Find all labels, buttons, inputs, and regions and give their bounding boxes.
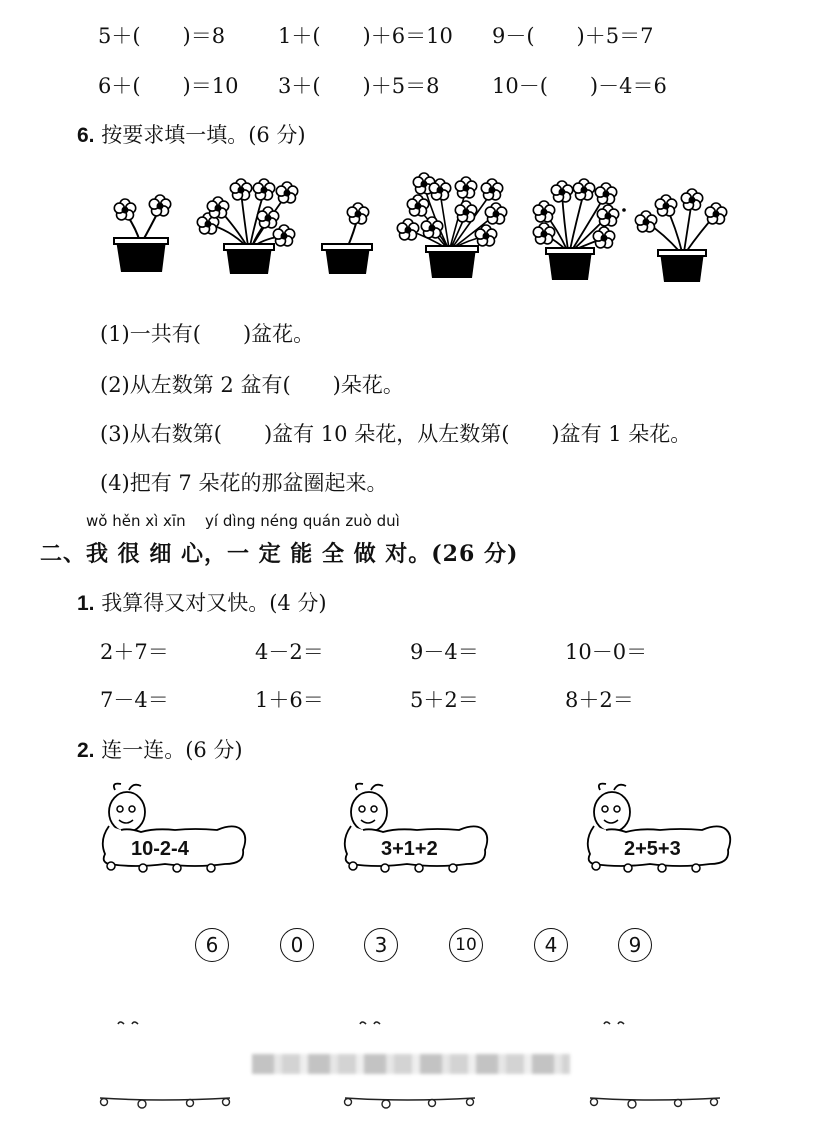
equation: 3＋( )＋5＝8 bbox=[278, 74, 440, 98]
question-text: 我算得又对又快。(4 分) bbox=[101, 591, 327, 615]
flower-pot-icon bbox=[322, 203, 372, 274]
arithmetic-item: 2＋7＝ bbox=[100, 640, 169, 664]
caterpillar-expression: 2+5+3 bbox=[624, 838, 681, 860]
answer-circle[interactable]: 3 bbox=[364, 928, 398, 962]
caterpillar-card[interactable] bbox=[337, 782, 497, 874]
caterpillar-card[interactable] bbox=[580, 782, 740, 874]
answer-circle[interactable]: 9 bbox=[618, 928, 652, 962]
question-1-title bbox=[77, 587, 327, 617]
caterpillar-expression: 10-2-4 bbox=[131, 838, 189, 860]
question-text: 连一连。(6 分) bbox=[101, 738, 243, 762]
flower-pots-illustration bbox=[0, 168, 821, 293]
question-number: 6. bbox=[77, 124, 95, 147]
sub-question: (3)从右数第( )盆有 10 朵花，从左数第( )盆有 1 朵花。 bbox=[100, 422, 692, 446]
answer-circle[interactable]: 6 bbox=[195, 928, 229, 962]
arithmetic-item: 7－4＝ bbox=[100, 688, 169, 712]
flower-pot-icon bbox=[533, 179, 626, 280]
flower-pot-icon bbox=[635, 189, 726, 282]
question-text: 按要求填一填。(6 分) bbox=[101, 123, 306, 147]
caterpillar-card[interactable] bbox=[95, 782, 255, 874]
flower-pot-icon bbox=[397, 173, 506, 278]
pinyin-annotation: wǒ hěn xì xīn bbox=[86, 512, 186, 530]
question-number: 1. bbox=[77, 592, 95, 615]
flower-pot-icon bbox=[114, 195, 171, 272]
sub-question: (4)把有 7 朵花的那盆圈起来。 bbox=[100, 471, 388, 495]
equation: 6＋( )＝10 bbox=[98, 74, 239, 98]
arithmetic-item: 8＋2＝ bbox=[565, 688, 634, 712]
answer-circle[interactable]: 0 bbox=[280, 928, 314, 962]
question-2-title bbox=[77, 734, 243, 764]
arithmetic-item: 9－4＝ bbox=[410, 640, 479, 664]
question-6-title bbox=[77, 119, 306, 149]
pinyin-annotation: yí dìng néng quán zuò duì bbox=[205, 512, 400, 530]
arithmetic-item: 5＋2＝ bbox=[410, 688, 479, 712]
answer-circle[interactable]: 10 bbox=[449, 928, 483, 962]
question-number: 2. bbox=[77, 739, 95, 762]
equation: 1＋( )＋6＝10 bbox=[278, 24, 453, 48]
sub-question: (2)从左数第 2 盆有( )朵花。 bbox=[100, 373, 404, 397]
section-title: 二、我 很 细 心，一 定 能 全 做 对。(26 分) bbox=[40, 541, 519, 567]
sub-question: (1)一共有( )盆花。 bbox=[100, 322, 315, 346]
flower-pot-icon bbox=[197, 179, 297, 274]
equation: 9－( )＋5＝7 bbox=[492, 24, 654, 48]
arithmetic-item: 1＋6＝ bbox=[255, 688, 324, 712]
caterpillar-expression: 3+1+2 bbox=[381, 838, 438, 860]
arithmetic-item: 10－0＝ bbox=[565, 640, 648, 664]
equation: 5＋( )＝8 bbox=[98, 24, 226, 48]
arithmetic-item: 4－2＝ bbox=[255, 640, 324, 664]
answer-circle[interactable]: 4 bbox=[534, 928, 568, 962]
equation: 10－( )－4＝6 bbox=[492, 74, 667, 98]
blurred-watermark bbox=[252, 1054, 570, 1074]
